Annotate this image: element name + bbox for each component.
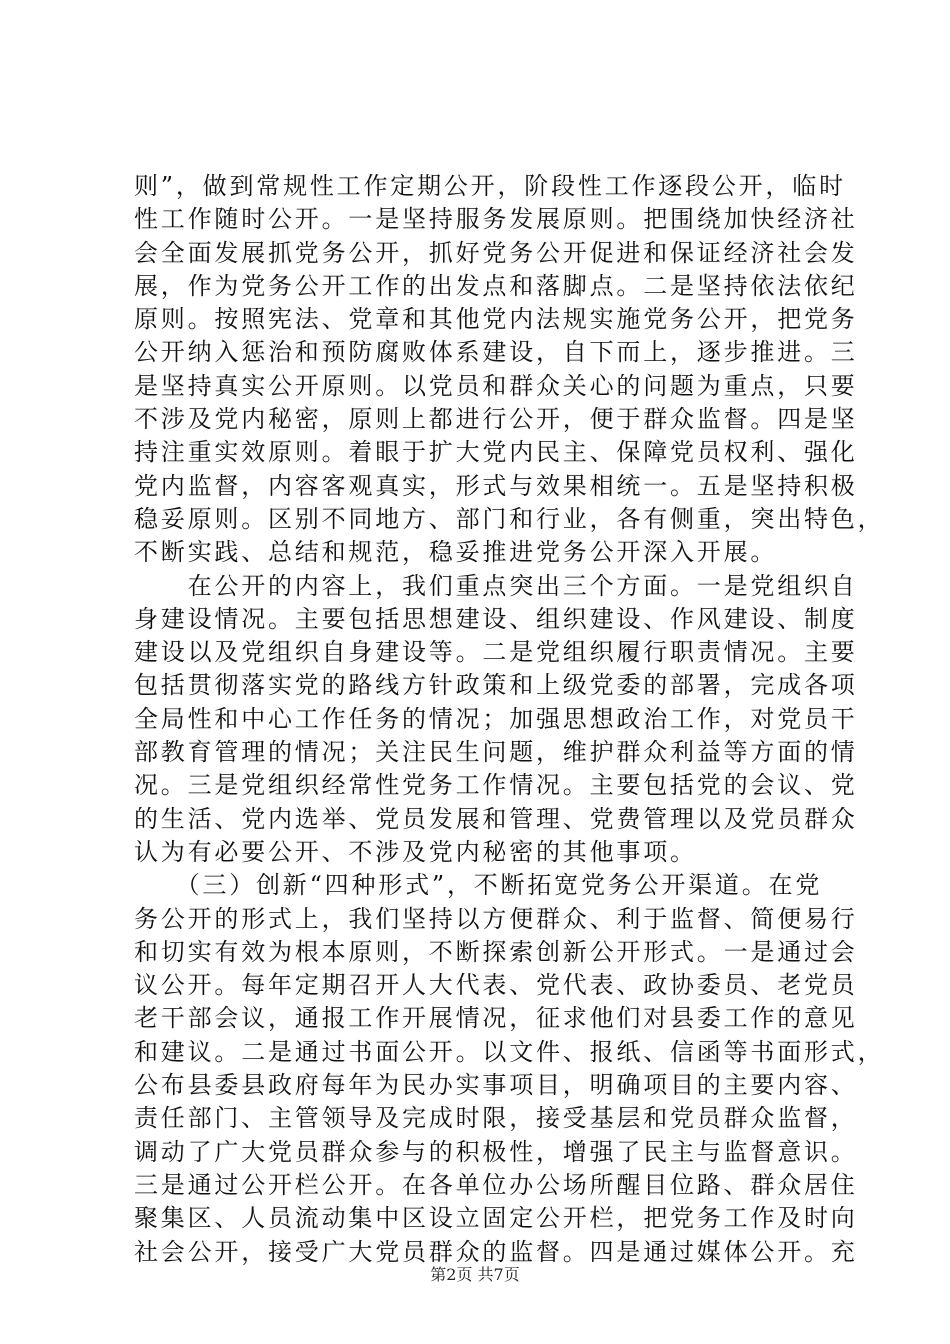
text-line: （三）创新“四种形式”，不断拓宽党务公开渠道。在党 (134, 871, 823, 900)
text-line: 全局性和中心工作任务的情况；加强思想政治工作，对党员干 (134, 704, 858, 733)
text-line: 议公开。每年定期召开人大代表、党代表、政协委员、老党员 (134, 971, 858, 1000)
text-line: 持注重实效原则。着眼于扩大党内民主、保障党员权利、强化 (134, 438, 858, 467)
text-line: 稳妥原则。区别不同地方、部门和行业，各有侧重，突出特色， (134, 504, 885, 533)
text-line: 责任部门、主管领导及完成时限，接受基层和党员群众监督， (134, 1104, 858, 1133)
text-line: 况。三是党组织经常性党务工作情况。主要包括党的会议、党 (134, 771, 858, 800)
text-line: 社会公开，接受广大党员群众的监督。四是通过媒体公开。充 (134, 1237, 858, 1266)
page-footer: 第2页 共7页 (430, 1265, 520, 1284)
body-text (134, 170, 885, 1269)
text-line: 不断实践、总结和规范，稳妥推进党务公开深入开展。 (134, 538, 778, 567)
text-line: 老干部会议，通报工作开展情况，征求他们对县委工作的意见 (134, 1004, 858, 1033)
text-line: 公布县委县政府每年为民办实事项目，明确项目的主要内容、 (134, 1071, 858, 1100)
text-line: 部教育管理的情况；关注民生问题，维护群众利益等方面的情 (134, 738, 858, 767)
text-line: 在公开的内容上，我们重点突出三个方面。一是党组织自 (134, 571, 858, 600)
text-line: 三是通过公开栏公开。在各单位办公场所醒目位路、群众居住 (134, 1170, 858, 1199)
text-line: 和切实有效为根本原则，不断探索创新公开形式。一是通过会 (134, 937, 858, 966)
text-line: 调动了广大党员群众参与的积极性，增强了民主与监督意识。 (134, 1137, 858, 1166)
text-line: 是坚持真实公开原则。以党员和群众关心的问题为重点，只要 (134, 371, 858, 400)
text-line: 和建议。二是通过书面公开。以文件、报纸、信函等书面形式， (134, 1037, 885, 1066)
text-line: 的生活、党内选举、党员发展和管理、党费管理以及党员群众 (134, 804, 858, 833)
text-line: 包括贯彻落实党的路线方针政策和上级党委的部署，完成各项 (134, 671, 858, 700)
text-line: 则”，做到常规性工作定期公开，阶段性工作逐段公开，临时 (134, 172, 846, 200)
text-line: 展，作为党务公开工作的出发点和落脚点。二是坚持依法依纪 (134, 271, 858, 300)
text-line: 原则。按照宪法、党章和其他党内法规实施党务公开，把党务 (134, 305, 858, 334)
text-line: 会全面发展抓党务公开，抓好党务公开促进和保证经济社会发 (134, 238, 858, 267)
text-line: 认为有必要公开、不涉及党内秘密的其他事项。 (134, 837, 697, 866)
text-line: 务公开的形式上，我们坚持以方便群众、利于监督、简便易行 (134, 904, 858, 933)
text-line: 公开纳入惩治和预防腐败体系建设，自下而上，逐步推进。三 (134, 338, 858, 367)
text-line: 不涉及党内秘密，原则上都进行公开，便于群众监督。四是坚 (134, 405, 858, 434)
text-line: 建设以及党组织自身建设等。二是党组织履行职责情况。主要 (134, 638, 858, 667)
text-line: 性工作随时公开。一是坚持服务发展原则。把围绕加快经济社 (134, 205, 858, 234)
text-line: 党内监督，内容客观真实，形式与效果相统一。五是坚持积极 (134, 471, 858, 500)
text-line: 身建设情况。主要包括思想建设、组织建设、作风建设、制度 (134, 604, 858, 633)
text-line: 聚集区、人员流动集中区设立固定公开栏，把党务工作及时向 (134, 1204, 858, 1233)
